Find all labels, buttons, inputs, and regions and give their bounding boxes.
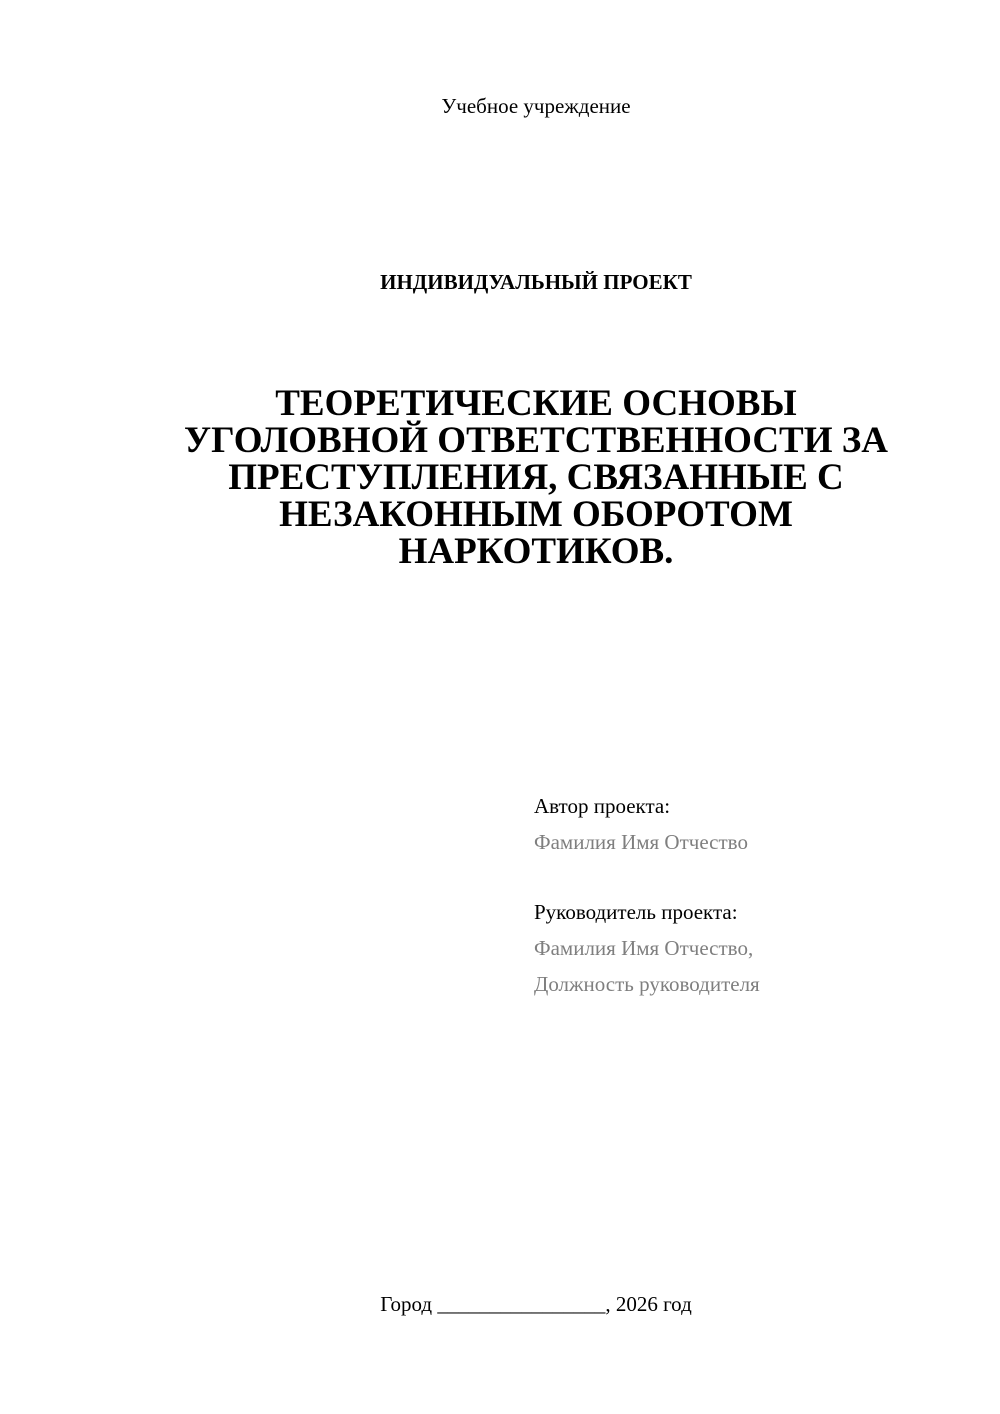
institution-name: Учебное учреждение bbox=[441, 94, 631, 118]
project-title-line: НЕЗАКОННЫМ ОБОРОТОМ bbox=[279, 494, 793, 535]
project-title-line: УГОЛОВНОЙ ОТВЕТСТВЕННОСТИ ЗА bbox=[183, 420, 889, 461]
project-title-line: НАРКОТИКОВ. bbox=[398, 531, 674, 572]
author-label: Автор проекта: bbox=[534, 794, 671, 818]
supervisor-label: Руководитель проекта: bbox=[534, 900, 738, 924]
project-credits bbox=[534, 788, 974, 1002]
spacer bbox=[534, 860, 974, 894]
project-title-line: ТЕОРЕТИЧЕСКИЕ ОСНОВЫ bbox=[275, 383, 797, 424]
author-name: Фамилия Имя Отчество bbox=[534, 830, 748, 854]
city-year-footer: Город ________________, 2026 год bbox=[380, 1292, 692, 1316]
supervisor-name: Фамилия Имя Отчество, bbox=[534, 936, 754, 960]
project-type-heading: ИНДИВИДУАЛЬНЫЙ ПРОЕКТ bbox=[380, 270, 692, 294]
project-title-line: ПРЕСТУПЛЕНИЯ, СВЯЗАННЫЕ С bbox=[228, 457, 844, 498]
supervisor-position: Должность руководителя bbox=[534, 972, 760, 996]
project-title bbox=[150, 385, 922, 570]
